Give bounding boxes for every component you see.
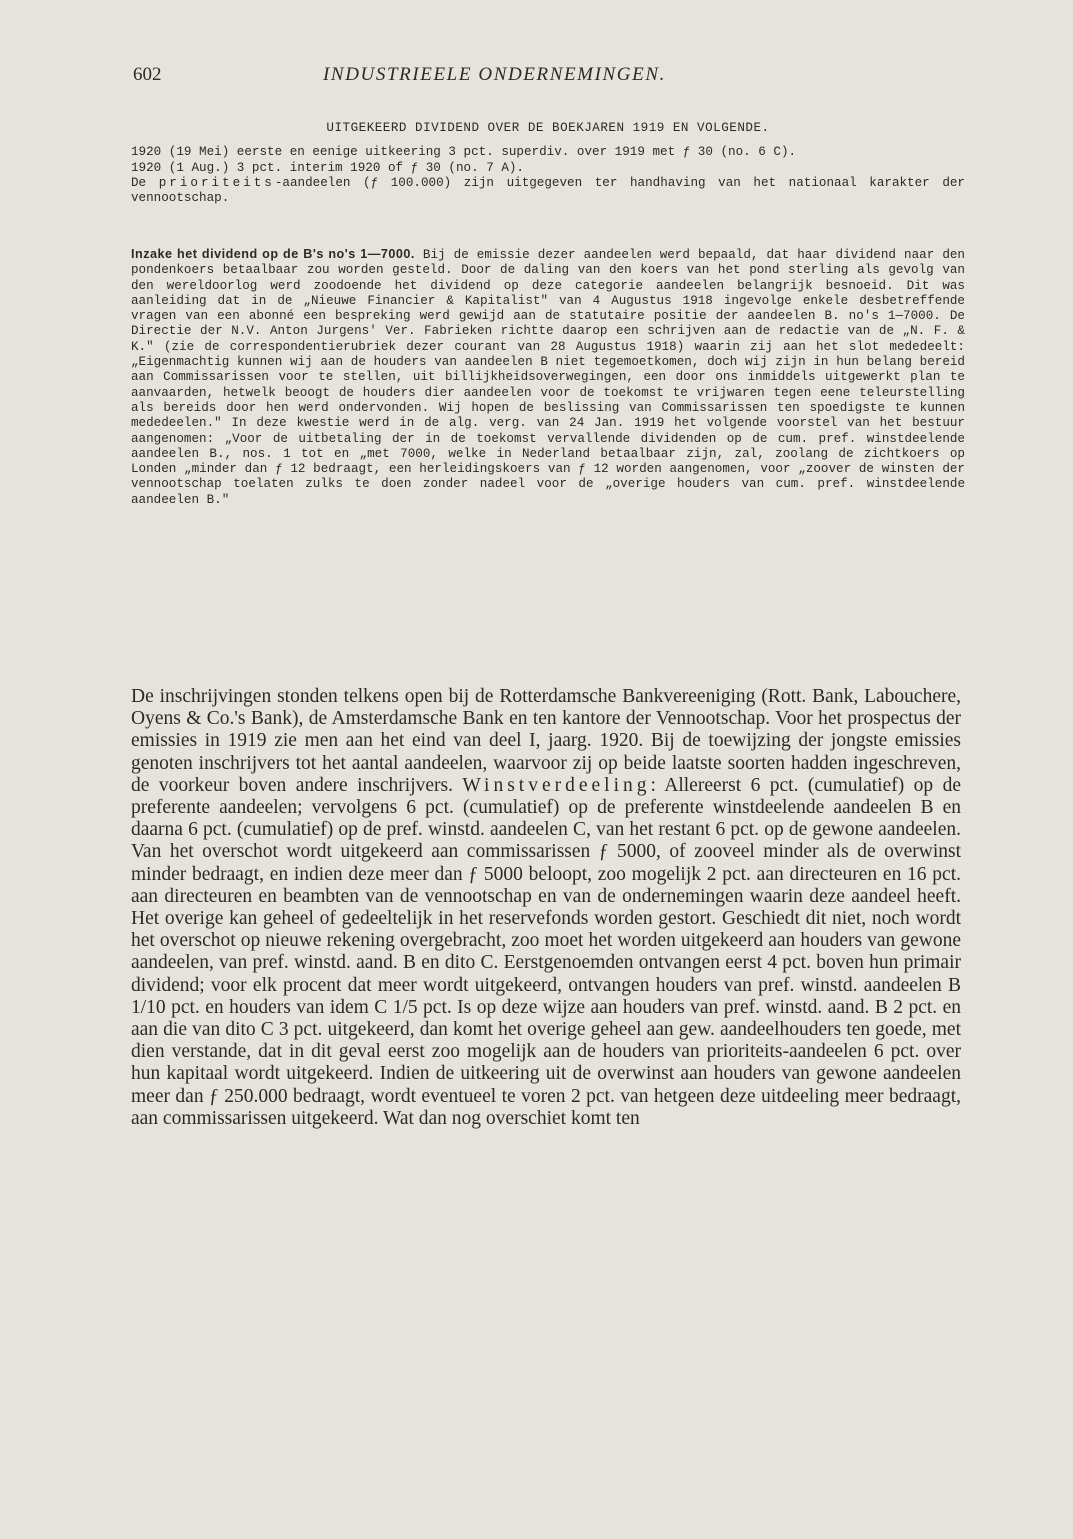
page-number: 602: [133, 64, 162, 85]
priority-shares-paragraph: [131, 176, 965, 207]
priority-rest: -aandeelen (ƒ 100.000) zijn uitgegeven ter handhaving van het nationaal karakter der vennootschap.: [131, 175, 965, 206]
running-title: INDUSTRIEELE ONDERNEMINGEN.: [323, 64, 666, 85]
inzake-paragraph: [131, 247, 965, 508]
inzake-body: Bij de emissie dezer aandeelen werd bepaald, dat haar dividend naar den pondenkoers betaalbaar zou worden gesteld. Door de daling van den koers van het pond sterling als gevolg van den wereldoorlog werd zoodoende het dividend op deze categorie aandeelen belangrijk besnoeid. Dit was aanleiding dat in de „Nieuwe Financier & Kapitalist" van 4 Augustus 1918 ingevolge enkele desbetreffende vragen van een abonné een bespreking werd gewijd aan de statutaire positie der aandeelen B. no's 1—7000. De Directie der N.V. Anton Jurgens' Ver. Fabrieken richtte daarop een schrijven aan de redactie van de „N. F. & K." (zie de correspondentierubriek dezer courant van 28 Augustus 1918) waarin zij aan het slot mededeelt: „Eigenmachtig kunnen wij aan de houders van aandeelen B niet tegemoetkomen, doch wij zijn in hun belang bereid aan Commissarissen voor te stellen, uit billijkheidsoverwegingen, een door ons inmiddels uitgewerkt plan te aanvaarden, hetwelk beoogt de houders dier aandeelen voor de toekomst te vrijwaren tegen eene teleurstelling als bereids door hen werd ondervonden. Wij hopen de beslissing van Commissarissen ten spoedigste te kunnen mededeelen." In deze kwestie werd in de alg. verg. van 24 Jan. 1919 het volgende voorstel van het bestuur aangenomen: „Voor de uitbetaling der in de toekomst vervallende dividenden op de cum. pref. winstdeelende aandeelen B., nos. 1 tot en „met 7000, welke in Nederland betaalbaar zijn, zal, zoolang de zichtkoers op Londen „minder dan ƒ 12 bedraagt, een herleidingskoers van ƒ 12 worden aangenomen, voor „zoover de winsten der vennootschap toelaten zulks te doen zonder nadeel voor de „overige houders van cum. pref. winstdeelende aandeelen B.": [131, 248, 965, 507]
dividend-section-title: UITGEKEERD DIVIDEND OVER DE BOEKJAREN 1919 EN VOLGENDE.: [326, 121, 770, 135]
winstverdeeling-heading: Winstverdeeling: [462, 774, 651, 796]
inzake-lead: Inzake het dividend op de B's no's 1—7000.: [131, 247, 415, 261]
main-text-part-1: De inschrijvingen stonden telkens open bij de Rotterdamsche Bankvereeniging (Rott. Bank, Labouchere, Oyens & Co.'s Bank), de Amsterdamsche Bank en ten kantore der Vennootschap. Voor het prospectus der emissies in 1919 zie men aan het eind van deel I, jaarg. 1920. Bij de toewijzing der jongste emissies genoten inschrijvers tot het aantal aandeelen, waarvoor zij op beide laatste soorten hadden ingeschreven, de voorkeur boven andere inschrijvers.: [131, 686, 961, 796]
dividend-line-2: 1920 (1 Aug.) 3 pct. interim 1920 of ƒ 30 (no. 7 A).: [131, 160, 524, 175]
priority-pre: De: [131, 175, 147, 190]
priority-spaced-word: prioriteits: [158, 175, 275, 190]
running-header: [133, 64, 963, 94]
inzake-section: [131, 247, 965, 508]
main-text-part-2: : Allereerst 6 pct. (cumulatief) op de preferente aandeelen; vervolgens 6 pct. (cumulatief) op de preferente winstdeelende aandeelen B en daarna 6 pct. (cumulatief) op de pref. winstd. aandeelen C, van het restant 6 pct. op de gewone aandeelen. Van het overschot wordt uitgekeerd aan commissarissen ƒ 5000, of zooveel minder als de overwinst minder bedraagt, en indien deze meer dan ƒ 5000 beloopt, zoo mogelijk 2 pct. aan directeuren en 16 pct. aan directeuren en beambten van de vennootschap en van de ondernemingen waarin deze aandeel heeft. Het overige kan geheel of gedeeltelijk in het reservefonds worden gestort. Geschiedt dit niet, noch wordt het overschot op nieuwe rekening overgebracht, zoo moet het worden uitgekeerd aan houders van gewone aandeelen, van pref. winstd. aand. B en dito C. Eerstgenoemden ontvangen eerst 4 pct. boven hun primair dividend; voor elk procent dat meer wordt uitgekeerd, ontvangen houders van pref. winstd. aandeelen B 1/10 pct. en houders van idem C 1/5 pct. Is op deze wijze aan houders van pref. winstd. aand. B 2 pct. en aan die van dito C 3 pct. uitgekeerd, dan komt het overige geheel aan gew. aandeelhouders ten goede, met dien verstande, dat in dit geval eerst zoo mogelijk aan de houders van prioriteits-aandeelen 6 pct. over hun kapitaal wordt uitgekeerd. Indien de uitkeering uit de overwinst aan houders van gewone aandeelen meer dan ƒ 250.000 bedraagt, wordt eventueel te voren 2 pct. van hetgeen deze uitdeeling meer bedraagt, aan commissarissen uitgekeerd. Wat dan nog overschiet komt ten: [131, 774, 961, 1129]
dividend-line-1: 1920 (19 Mei) eerste en eenige uitkeering 3 pct. superdiv. over 1919 met ƒ 30 (no. 6 C).: [131, 145, 797, 160]
main-text: [131, 686, 961, 1130]
dividend-section: [131, 121, 965, 206]
